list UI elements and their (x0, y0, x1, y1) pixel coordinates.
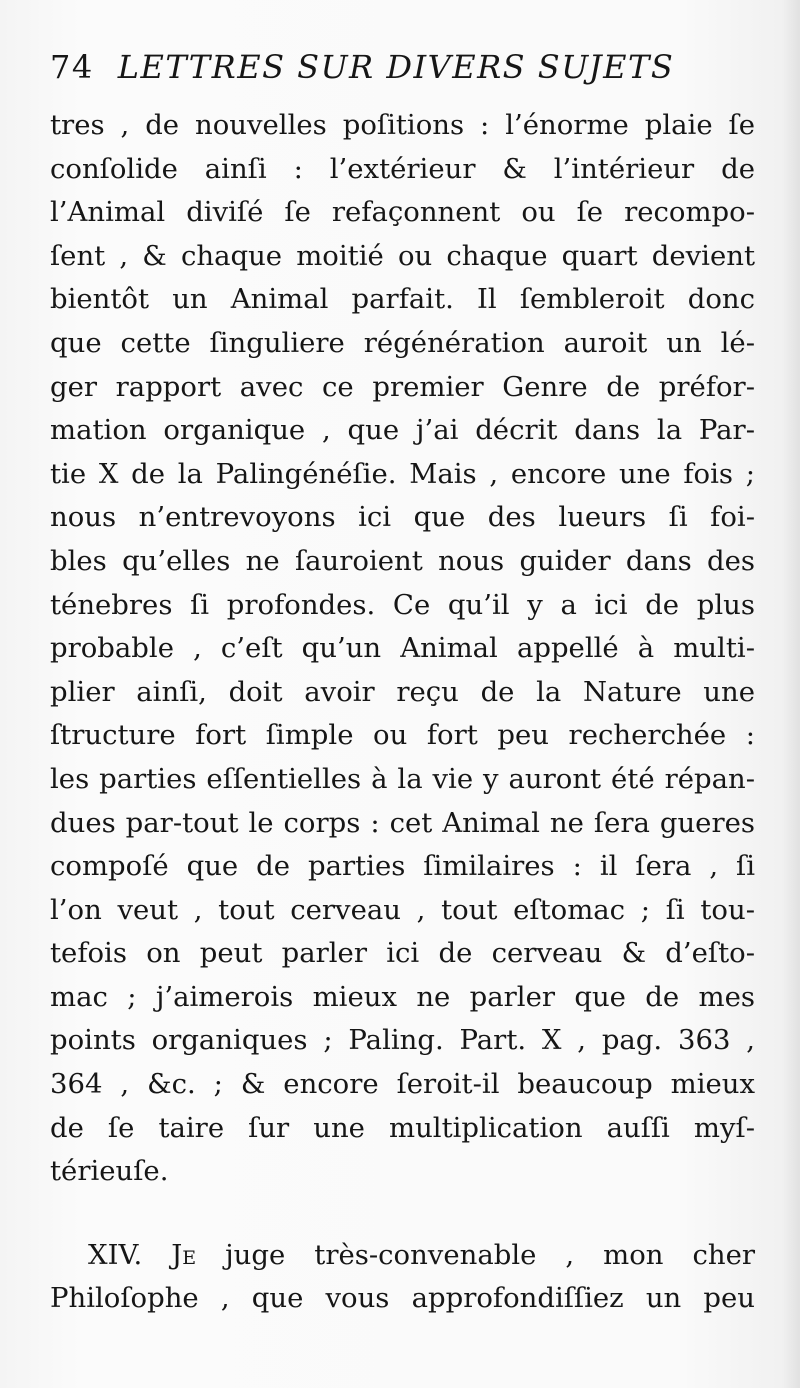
text-line: l’Animal diviſé ſe refaçonnent ou ſe recompo- (50, 196, 755, 229)
text-line: nous n’entrevoyons ici que des lueurs ſi foi- (50, 501, 755, 534)
text-line: les parties eſſentielles à la vie y auront été répan- (50, 762, 755, 795)
text-line: plier ainſi, doit avoir reçu de la Nature une (50, 675, 755, 708)
text-line: Philoſophe , que vous approfondiſſiez un peu (50, 1282, 755, 1315)
text-line: térieuſe. (50, 1155, 169, 1188)
drop-word (171, 1239, 196, 1271)
text-line: l’on veut , tout cerveau , tout eſtomac ; ſi tou- (50, 893, 755, 926)
paragraph-gap (50, 1194, 755, 1234)
text-line: mac ; j’aimerois mieux ne parler que de mes (50, 980, 755, 1013)
text-line: 364 , &c. ; & encore ſeroit-il beaucoup mieux (50, 1068, 755, 1101)
text-line-rest: juge très-convenable , mon cher (225, 1238, 755, 1271)
body-text (50, 104, 755, 1321)
text-line: ſtructure fort ſimple ou fort peu recherchée : (50, 719, 755, 752)
page-edge-shadow (782, 0, 800, 1388)
text-line: ténebres ſi profondes. Ce qu’il y a ici de plus (50, 588, 755, 621)
running-title: LETTRES SUR DIVERS SUJETS (117, 48, 675, 86)
text-line: tie X de la Palingénéſie. Mais , encore une fois ; (50, 457, 755, 490)
text-line: de ſe taire ſur une multiplication auſſi myſ- (50, 1111, 755, 1144)
text-line: probable , c’eſt qu’un Animal appellé à multi- (50, 632, 755, 665)
text-line: conſolide ainſi : l’extérieur & l’intérieur de (50, 152, 755, 185)
running-head (50, 42, 690, 92)
text-line: compoſé que de parties ſimilaires : il ſera , ſi (50, 850, 755, 883)
text-line: tefois on peut parler ici de cerveau & d’eſto- (50, 937, 755, 970)
paragraph-opening-line (50, 1234, 755, 1278)
paragraph-2 (50, 1234, 755, 1321)
paragraph-1 (50, 104, 755, 1194)
page-number: 74 (50, 48, 94, 86)
text-line: bles qu’elles ne ſauroient nous guider dans des (50, 544, 755, 577)
text-line: points organiques ; Paling. Part. X , pag. 363 , (50, 1024, 755, 1057)
text-line: mation organique , que j’ai décrit dans la Par- (50, 414, 755, 447)
text-line: bientôt un Animal parfait. Il ſembleroit donc (50, 283, 755, 316)
initial-letter: J (171, 1238, 183, 1271)
initial-rest: e (182, 1238, 197, 1271)
section-number: XIV. (88, 1238, 143, 1271)
text-line: dues par-tout le corps : cet Animal ne ſera gueres (50, 806, 755, 839)
text-line: ger rapport avec ce premier Genre de préfor- (50, 370, 755, 403)
text-line: que cette ſinguliere régénération auroit un lé- (50, 326, 755, 359)
text-line: ſent , & chaque moitié ou chaque quart devient (50, 239, 755, 272)
text-line: tres , de nouvelles poſitions : l’énorme plaie ſe (50, 109, 755, 141)
